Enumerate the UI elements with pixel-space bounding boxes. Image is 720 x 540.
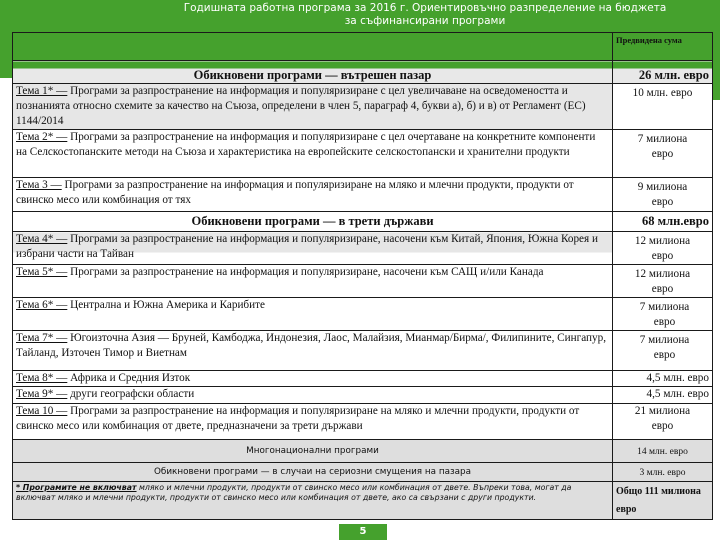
multinational-row	[13, 440, 713, 463]
crisis-label: Обикновени програми — в случаи на сериозни смущения на пазара	[13, 463, 613, 482]
section-amount: 68 млн.евро	[613, 212, 713, 232]
slide-title-line1: Годишната работна програма за 2016 г. Ориентировъчно разпределение на бюджета	[183, 2, 667, 14]
table-row	[13, 404, 713, 440]
crisis-row	[13, 463, 713, 482]
table-row	[13, 298, 713, 331]
topic-amount: 12 милиона евро	[613, 265, 713, 298]
header-description	[13, 33, 613, 61]
topic-amount: 7 милиона евро	[613, 331, 713, 371]
slide-title	[0, 2, 720, 28]
total-amount: Общо 111 милиона евро	[613, 482, 713, 520]
header-amount: Предвидена сума	[613, 33, 713, 61]
topic-amount: 7 милиона евро	[613, 298, 713, 331]
table-row	[13, 232, 713, 265]
section-amount: 26 млн. евро	[638, 67, 709, 82]
page-number: 5	[339, 524, 387, 540]
topic-amount: 12 милиона евро	[613, 232, 713, 265]
budget-table	[12, 32, 713, 520]
topic-label: Тема 5* —	[16, 266, 68, 278]
section-title: Обикновени програми — вътрешен пазар	[193, 67, 432, 82]
topic-label: Тема 9* —	[16, 388, 68, 400]
topic-label: Тема 1* —	[16, 85, 68, 97]
topic-amount: 4,5 млн. евро	[613, 371, 713, 387]
topic-text: Програми за разпространение на информация и популяризиране, насочени към САЩ и/или Канада	[67, 266, 544, 278]
topic-label: Тема 3 —	[16, 179, 62, 191]
topic-label: Тема 8* —	[16, 372, 68, 384]
table-header-row	[13, 33, 713, 61]
topic-amount: 9 милиона евро	[613, 178, 713, 212]
topic-amount: 4,5 млн. евро	[613, 387, 713, 404]
topic-amount: 7 милиона евро	[613, 130, 713, 178]
topic-amount: 10 млн. евро	[613, 84, 713, 130]
section-title: Обикновени програми — в трети държави	[13, 212, 613, 232]
topic-amount: 21 милиона евро	[613, 404, 713, 440]
table-row	[13, 130, 713, 178]
topic-label: Тема 10 —	[16, 405, 68, 417]
table-row	[13, 84, 713, 130]
topic-label: Тема 6* —	[16, 299, 68, 311]
table-row	[13, 265, 713, 298]
footnote-text: мляко и млечни продукти, продукти от свинско месо или комбинация от двете. Въпреки това, могат да включват мляко и млечни продукти, продукти от свинско месо или комбинация от двете, ако са свързани с други продукти.	[16, 483, 572, 502]
table-row	[13, 387, 713, 404]
multinational-label: Многонационални програми	[13, 440, 613, 463]
topic-text: Програми за разпространение на информация и популяризиране с цел увеличаване на осведомеността и познанията относно схемите за качество на Съюза, определени в член 5, параграф 4, букви а), б) и в) от Регламент (ЕС) 1144/2014	[16, 85, 586, 127]
footnote-lead: * Програмите не включват	[16, 483, 137, 492]
table-row	[13, 331, 713, 371]
topic-text: Програми за разпространение на информация и популяризиране, насочени към Китай, Япония, Южна Корея и избрани части на Тайван	[16, 233, 598, 260]
topic-text: Африка и Средния Изток	[67, 372, 191, 384]
multinational-amount: 14 млн. евро	[613, 440, 713, 463]
topic-text: Централна и Южна Америка и Карибите	[67, 299, 265, 311]
topic-text: други географски области	[67, 388, 195, 400]
footnote-row	[13, 482, 713, 520]
topic-text: Програми за разпространение на информация и популяризиране с цел очертаване на конкретните компоненти на Селскостопанските методи на Съюза и характеристика на европейските селскостопански и хранителни продукти	[16, 131, 596, 158]
topic-text: Програми за разпространение на информация и популяризиране на мляко и млечни продукти, продукти от свинско месо или комбинация от двете, предназначени за трети държави	[16, 405, 580, 432]
table-row	[13, 371, 713, 387]
section-row-internal-market	[13, 61, 713, 84]
crisis-amount: 3 млн. евро	[613, 463, 713, 482]
topic-text: Програми за разпространение на информация и популяризиране на мляко и млечни продукти, продукти от свинско месо или комбинация от тях	[16, 179, 574, 206]
topic-label: Тема 7* —	[16, 332, 68, 344]
slide-title-line2: за съфинансирани програми	[344, 15, 506, 27]
table-row	[13, 178, 713, 212]
topic-label: Тема 2* —	[16, 131, 68, 143]
topic-label: Тема 4* —	[16, 233, 68, 245]
topic-text: Югоизточна Азия — Бруней, Камбоджа, Индонезия, Лаос, Малайзия, Мианмар/Бирма/, Филипините, Сингапур, Тайланд, Източен Тимор и Виетнам	[16, 332, 606, 359]
section-row-third-countries	[13, 212, 713, 232]
